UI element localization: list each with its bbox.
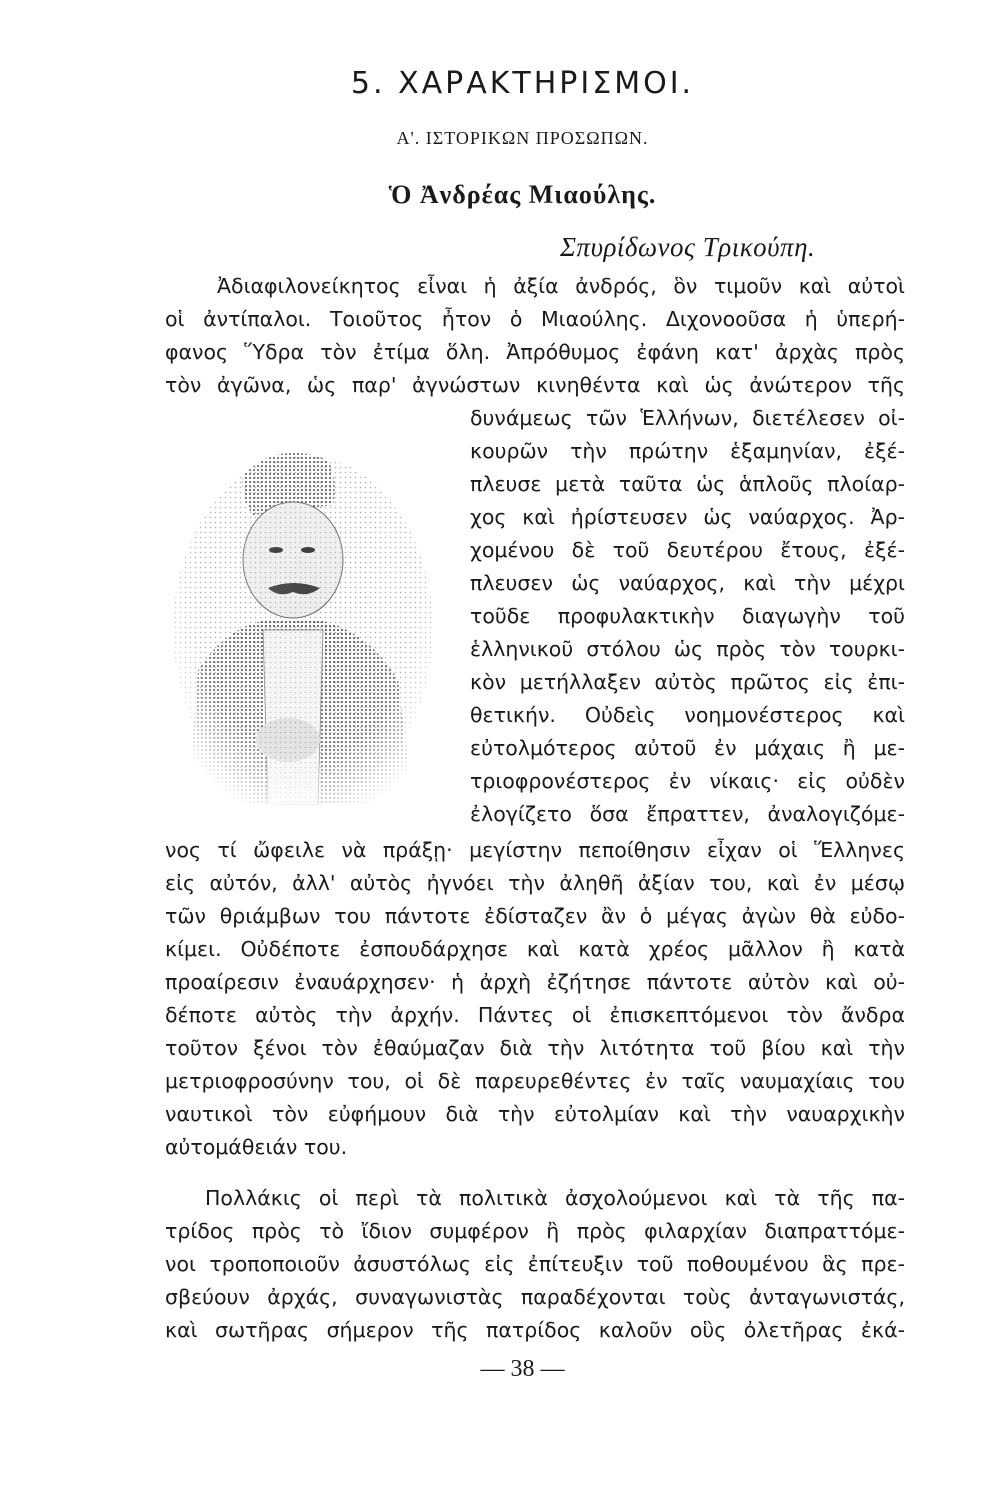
second-paragraph (165, 1182, 905, 1347)
text-line: τοῦτον ξένοι τὸν ἐθαύμαζαν διὰ τὴν λιτότητα τοῦ βίου καὶ τὴν (165, 1036, 905, 1060)
text-line: ἐλογίζετο ὅσα ἔπραττεν, ἀναλογιζόμε- (470, 802, 905, 826)
text-line: πλευσεν ὡς ναύαρχος, καὶ τὴν μέχρι (470, 571, 905, 595)
text-line: εἰς αὐτόν, ἀλλ' αὐτὸς ἠγνόει τὴν ἀληθῆ ἀξίαν του, καὶ ἐν μέσῳ (165, 871, 905, 895)
article-title: Ὁ Ἀνδρέας Μιαούλης. (388, 180, 657, 209)
text-line: Πολλάκις οἱ περὶ τὰ πολιτικὰ ἀσχολούμενοι καὶ τὰ τῆς πα- (205, 1186, 905, 1210)
text-line: τῶν θριάμβων του πάντοτε ἐδίσταζεν ἂν ὁ μέγας ἀγὼν θὰ εὐδο- (165, 904, 905, 928)
text-line: κίμει. Οὐδέποτε ἐσπουδάρχησε καὶ κατὰ χρέος μᾶλλον ἢ κατὰ (165, 937, 905, 961)
subsection-title: Α'. ΙΣΤΟΡΙΚΩΝ ΠΡΟΣΩΠΩΝ. (396, 128, 649, 148)
text-line: πλευσε μετὰ ταῦτα ὡς ἁπλοῦς πλοίαρ- (470, 472, 905, 496)
side-column-text (470, 402, 905, 831)
text-line: δέποτε αὐτὸς τὴν ἀρχήν. Πάντες οἱ ἐπισκεπτόμενοι τὸν ἄνδρα (165, 1003, 905, 1027)
text-line: καὶ σωτῆρας σήμερον τῆς πατρίδος καλοῦν οὓς ὀλετῆρας ἐκά- (165, 1318, 905, 1342)
text-line: σβεύουν ἀρχάς, συναγωνιστὰς παραδέχονται τοὺς ἀνταγωνιστάς, (165, 1285, 905, 1309)
text-line: δυνάμεως τῶν Ἑλλήνων, διετέλεσεν οἰ- (470, 406, 905, 430)
text-line: χος καὶ ἠρίστευσεν ὡς ναύαρχος. Ἀρ- (470, 505, 905, 529)
text-line: νοι τροποποιοῦν ἀσυστόλως εἰς ἐπίτευξιν τοῦ ποθουμένου ἃς πρε- (165, 1252, 905, 1276)
text-line: φανος Ὕδρα τὸν ἐτίμα ὅλη. Ἀπρόθυμος ἐφάνη κατ' ἀρχὰς πρὸς (165, 340, 905, 364)
text-line: κὸν μετήλλαξεν αὐτὸς πρῶτος εἰς ἐπι- (470, 670, 905, 694)
text-line: αὐτομάθειάν του. (165, 1135, 348, 1159)
section-title: 5. ΧΑΡΑΚΤΗΡΙΣΜΟΙ. (350, 66, 695, 101)
text-line: ἑλληνικοῦ στόλου ὡς πρὸς τὸν τουρκι- (470, 637, 905, 661)
portrait-image (168, 420, 443, 805)
text-line: νος τί ὤφειλε νὰ πράξῃ· μεγίστην πεποίθησιν εἶχαν οἱ Ἕλληνες (165, 838, 905, 862)
text-line: οἱ ἀντίπαλοι. Τοιοῦτος ἦτον ὁ Μιαούλης. Διχονοοῦσα ἡ ὑπερή- (165, 307, 905, 331)
intro-paragraph (165, 270, 905, 402)
continued-paragraph (165, 834, 905, 1164)
text-line: τριοφρονέστερος ἐν νίκαις· εἰς οὐδὲν (470, 769, 905, 793)
text-line: τοῦδε προφυλακτικὴν διαγωγὴν τοῦ (470, 604, 905, 628)
page-number: — 38 — (480, 1356, 565, 1382)
text-line: μετριοφροσύνην του, οἱ δὲ παρευρεθέντες ἐν ταῖς ναυμαχίαις του (165, 1069, 905, 1093)
text-line: τρίδος πρὸς τὸ ἴδιον συμφέρον ἢ πρὸς φιλαρχίαν διαπραττόμε- (165, 1219, 905, 1243)
text-line: θετικήν. Οὐδεὶς νοημονέστερος καὶ (470, 703, 905, 727)
text-line: κουρῶν τὴν πρώτην ἑξαμηνίαν, ἐξέ- (470, 439, 905, 463)
text-line: ναυτικοὶ τὸν εὐφήμουν διὰ τὴν εὐτολμίαν καὶ τὴν ναυαρχικὴν (165, 1102, 905, 1126)
author-name: Σπυρίδωνος Τρικούπη. (560, 232, 816, 262)
text-line: τὸν ἀγῶνα, ὡς παρ' ἀγνώστων κινηθέντα καὶ ὡς ἀνώτερον τῆς (165, 373, 905, 397)
text-line: εὐτολμότερος αὐτοῦ ἐν μάχαις ἢ με- (470, 736, 905, 760)
text-line: προαίρεσιν ἐναυάρχησεν· ἡ ἀρχὴ ἐζήτησε πάντοτε αὐτὸν καὶ οὐ- (165, 970, 905, 994)
text-line: χομένου δὲ τοῦ δευτέρου ἔτους, ἐξέ- (470, 538, 905, 562)
text-line: Ἀδιαφιλονείκητος εἶναι ἡ ἀξία ἀνδρός, ὃν τιμοῦν καὶ αὐτοὶ (217, 274, 905, 298)
